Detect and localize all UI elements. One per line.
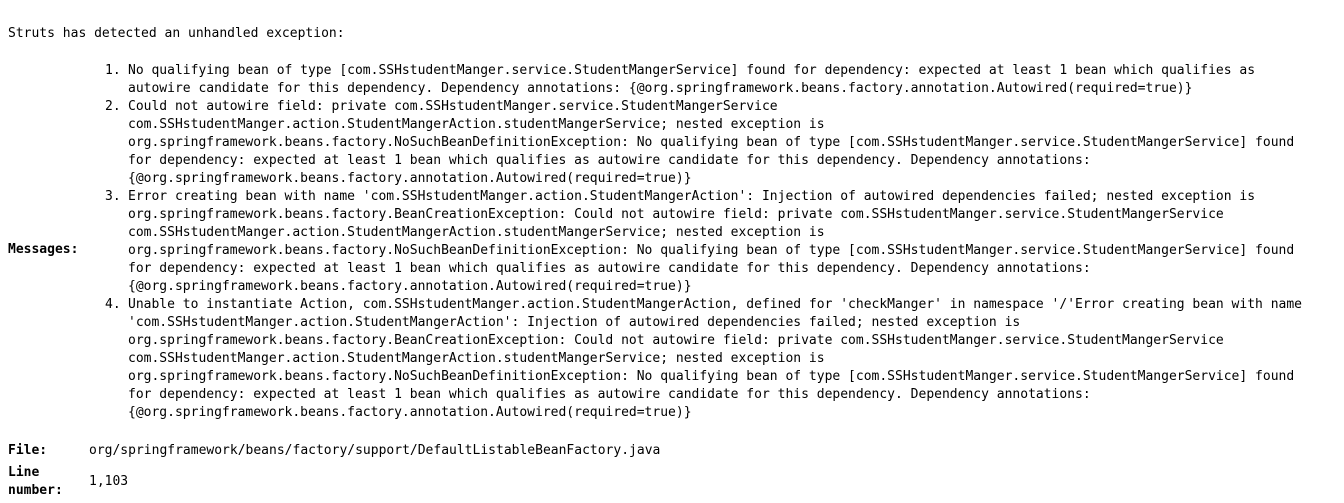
message-line: {@org.springframework.beans.factory.annotation.Autowired(required=true)} bbox=[128, 405, 692, 420]
message-line: org.springframework.beans.factory.NoSuchBeanDefinitionException: No qualifying bean of type [com.SSHstudentManger.service.StudentMangerService] found bbox=[128, 369, 1295, 384]
message-line: No qualifying bean of type [com.SSHstudentManger.service.StudentMangerService] found for dependency: expected at least 1 bean which qualifies as bbox=[128, 63, 1256, 78]
message-line: Unable to instantiate Action, com.SSHstudentManger.action.StudentMangerAction, defined for 'checkManger' in namespace '/'Error creating bean with name bbox=[128, 297, 1302, 312]
message-number: 3. bbox=[105, 189, 121, 204]
messages-list bbox=[105, 62, 1337, 422]
message-line: {@org.springframework.beans.factory.annotation.Autowired(required=true)} bbox=[128, 279, 692, 294]
message-line: org.springframework.beans.factory.NoSuchBeanDefinitionException: No qualifying bean of type [com.SSHstudentManger.service.StudentMangerService] found bbox=[128, 243, 1295, 258]
message-line: autowire candidate for this dependency. Dependency annotations: {@org.springframework.beans.factory.annotation.Autowired(required=true)} bbox=[128, 81, 1193, 96]
message-number: 2. bbox=[105, 99, 121, 114]
message-line: {@org.springframework.beans.factory.annotation.Autowired(required=true)} bbox=[128, 171, 692, 186]
message-line: org.springframework.beans.factory.BeanCreationException: Could not autowire field: private com.SSHstudentManger.service.StudentMangerService bbox=[128, 207, 1224, 222]
message-number: 4. bbox=[105, 297, 121, 312]
message-line: Error creating bean with name 'com.SSHstudentManger.action.StudentMangerAction': Injection of autowired dependencies failed; nested exception is bbox=[128, 189, 1256, 204]
message-item-1 bbox=[105, 62, 1337, 98]
message-line: com.SSHstudentManger.action.StudentMangerAction.studentMangerService; nested exception is bbox=[128, 351, 825, 366]
message-line: org.springframework.beans.factory.NoSuchBeanDefinitionException: No qualifying bean of type [com.SSHstudentManger.service.StudentMangerService] found bbox=[128, 135, 1295, 150]
exception-intro-text: Struts has detected an unhandled exception: bbox=[8, 26, 345, 41]
message-number: 1. bbox=[105, 63, 121, 78]
message-line: 'com.SSHstudentManger.action.StudentMangerAction': Injection of autowired dependencies failed; nested exception is bbox=[128, 315, 1021, 330]
line-number-value: 1,103 bbox=[89, 474, 129, 489]
message-item-3 bbox=[105, 188, 1337, 296]
message-line: Could not autowire field: private com.SSHstudentManger.service.StudentMangerService bbox=[128, 99, 778, 114]
message-line: org.springframework.beans.factory.BeanCreationException: Could not autowire field: private com.SSHstudentManger.service.StudentMangerService bbox=[128, 333, 1224, 348]
message-line: com.SSHstudentManger.action.StudentMangerAction.studentMangerService; nested exception is bbox=[128, 117, 825, 132]
messages-label: Messages: bbox=[8, 242, 79, 257]
message-line: for dependency: expected at least 1 bean which qualifies as autowire candidate for this dependency. Dependency annotations: bbox=[128, 387, 1091, 402]
message-item-4 bbox=[105, 296, 1337, 422]
message-item-2 bbox=[105, 98, 1337, 188]
message-line: com.SSHstudentManger.action.StudentMangerAction.studentMangerService; nested exception is bbox=[128, 225, 825, 240]
file-value: org/springframework/beans/factory/support/DefaultListableBeanFactory.java bbox=[89, 443, 661, 458]
message-line: for dependency: expected at least 1 bean which qualifies as autowire candidate for this dependency. Dependency annotations: bbox=[128, 153, 1091, 168]
file-label: File: bbox=[8, 443, 48, 458]
line-number-label: Line number: bbox=[8, 465, 63, 498]
message-line: for dependency: expected at least 1 bean which qualifies as autowire candidate for this dependency. Dependency annotations: bbox=[128, 261, 1091, 276]
